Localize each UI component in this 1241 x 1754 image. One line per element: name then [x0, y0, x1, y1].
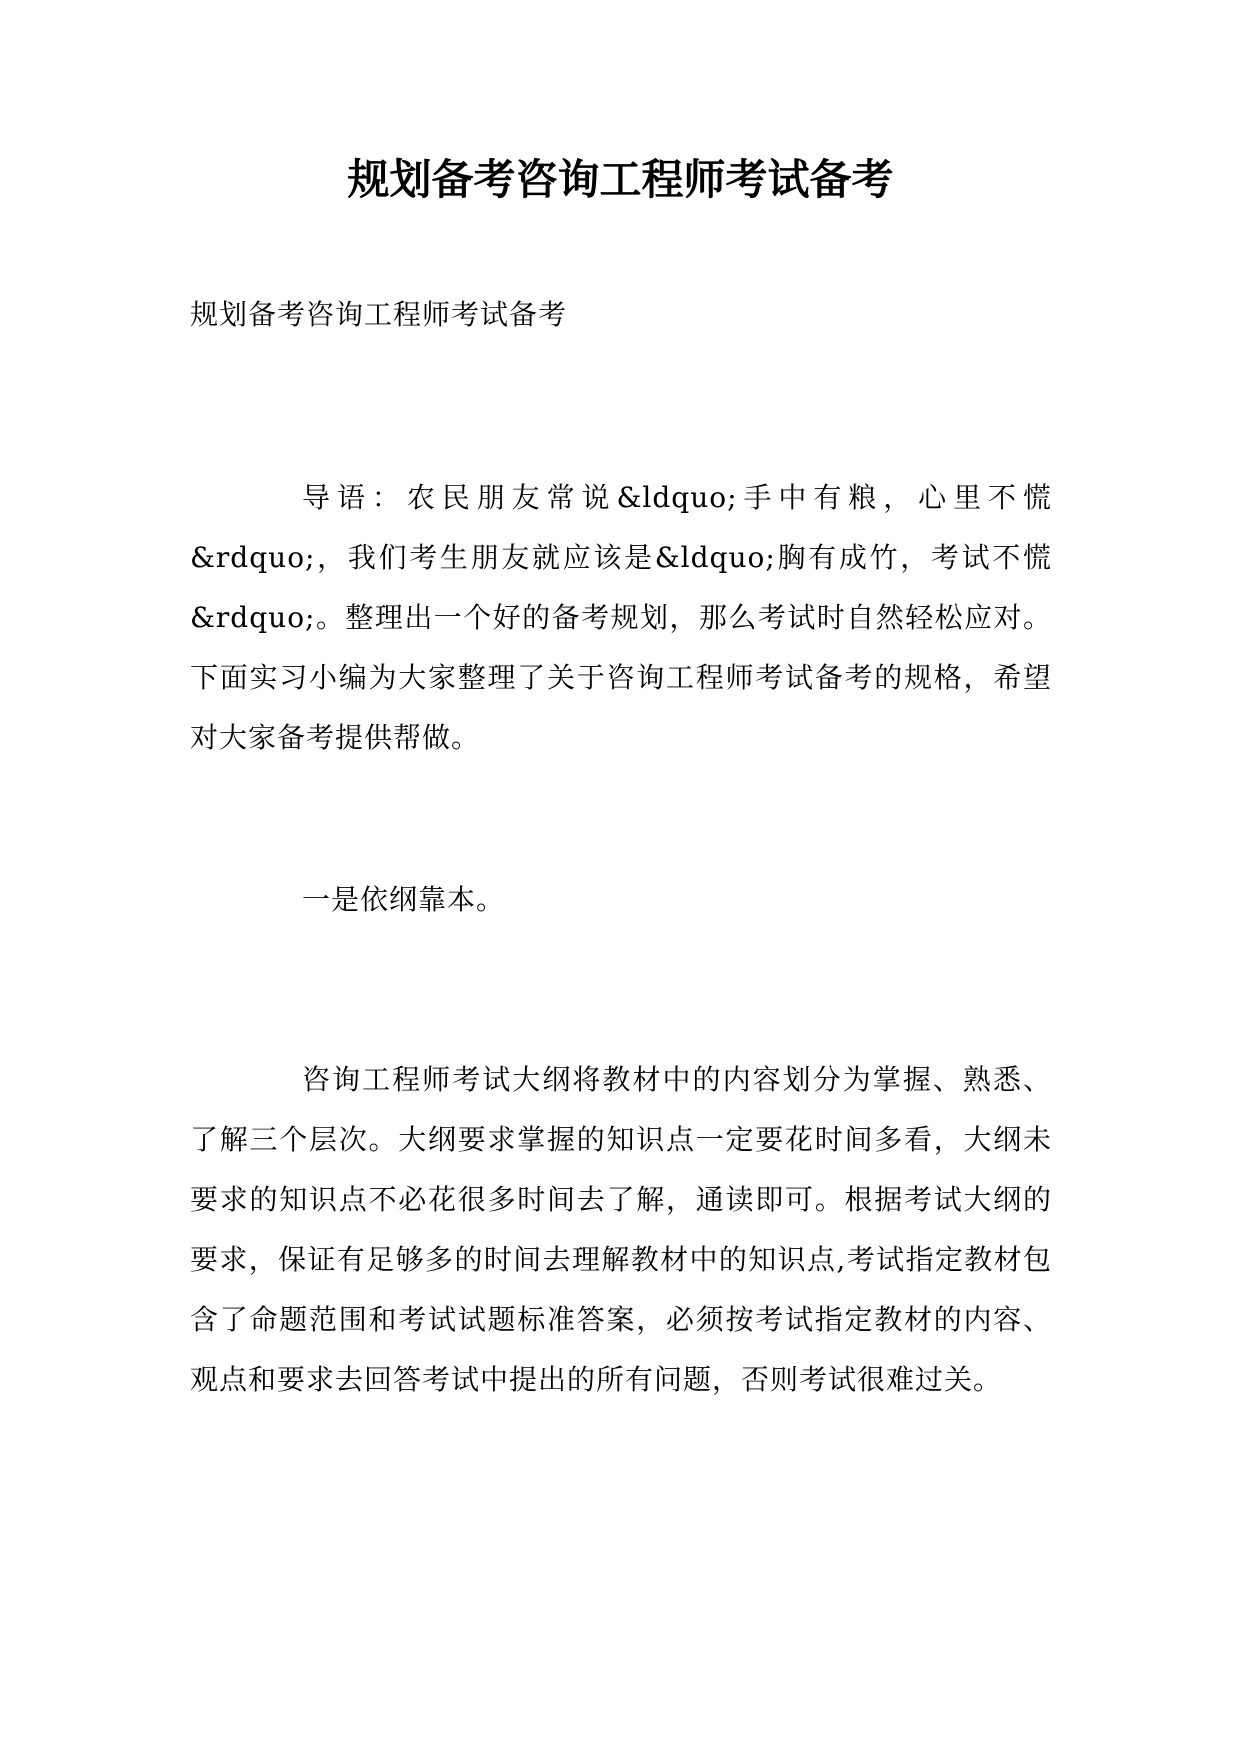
document-subtitle: 规划备考咨询工程师考试备考 — [190, 298, 568, 331]
paragraph-body: 咨询工程师考试大纲将教材中的内容划分为掌握、熟悉、了解三个层次。大纲要求掌握的知识点一定要花时间多看，大纲未要求的知识点不必花很多时间去了解，通读即可。根据考试大纲的要求，保证有足够多的时间去理解教材中的知识点,考试指定教材包含了命题范围和考试试题标准答案，必须按考试指定教材的内容、观点和要求去回答考试中提出的所有问题，否则考试很难过关。 — [190, 1063, 1052, 1396]
paragraph-heading-one: 一是依纲靠本。 — [302, 883, 506, 916]
document-title: 规划备考咨询工程师考试备考 — [347, 155, 894, 204]
paragraph-intro: 导语：农民朋友常说&ldquo;手中有粮，心里不慌&rdquo;，我们考生朋友就应该是&ldquo;胸有成竹，考试不慌&rdquo;。整理出一个好的备考规划，那么考试时自然轻松应对。下面实习小编为大家整理了关于咨询工程师考试备考的规格，希望对大家备考提供帮做。 — [190, 481, 1052, 754]
